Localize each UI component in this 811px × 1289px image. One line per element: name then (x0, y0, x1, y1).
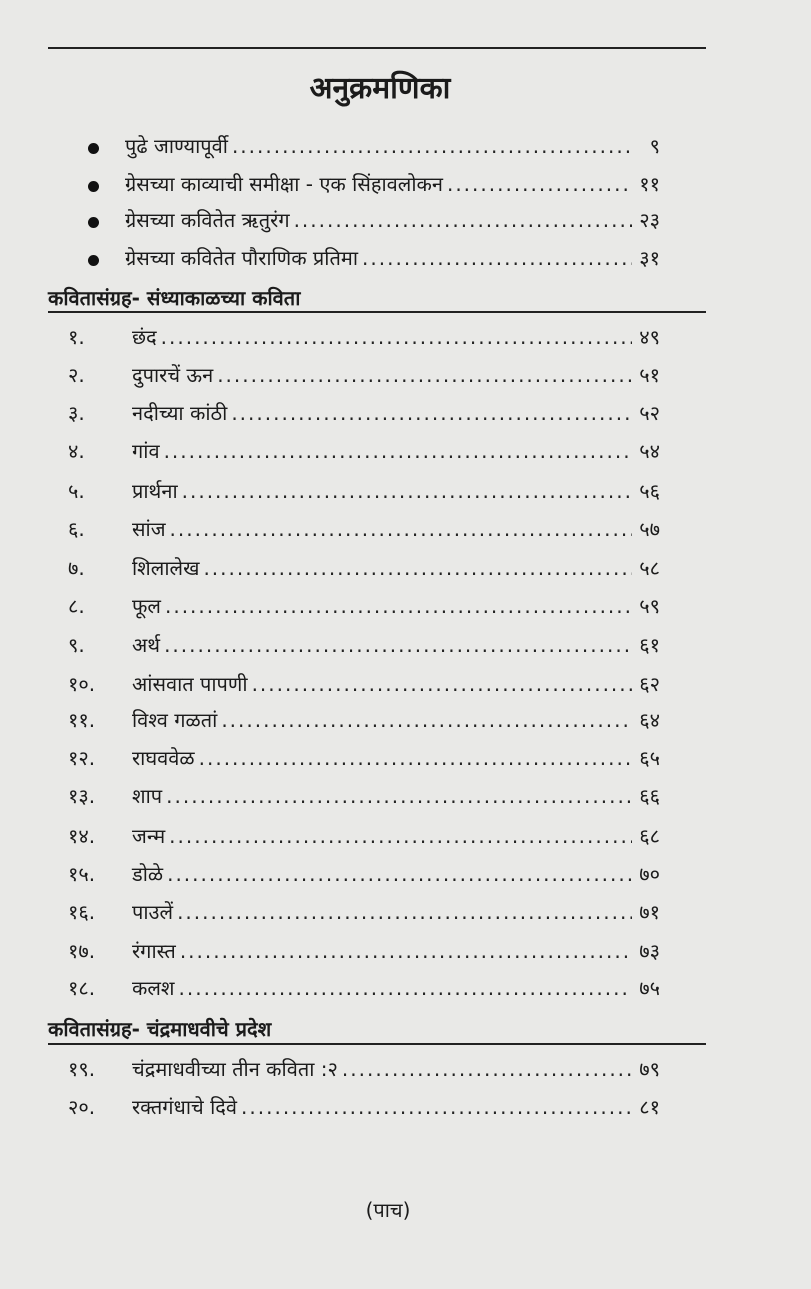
toc-row (68, 437, 660, 469)
toc-row-number: ३. (68, 401, 85, 425)
toc-row-number: १९. (68, 1057, 96, 1081)
toc-row-number: १५. (68, 862, 96, 886)
leader-dots (164, 633, 632, 657)
leader-dots (177, 900, 632, 924)
page-footer: (पाच) (365, 1198, 411, 1222)
leader-dots (179, 976, 632, 1000)
toc-row-title: जन्म (132, 824, 166, 848)
toc-row-number: १. (68, 325, 85, 349)
bullet-icon (88, 181, 99, 192)
toc-row-page: ६४ (639, 708, 660, 732)
toc-row-page: ५१ (639, 363, 660, 387)
toc-row-number: १४. (68, 824, 96, 848)
toc-row-page: ७५ (639, 976, 660, 1000)
toc-row (68, 670, 660, 702)
toc-row-page: ६६ (639, 784, 660, 808)
toc-row (68, 937, 660, 969)
intro-item (88, 132, 660, 164)
leader-dots (170, 517, 632, 541)
toc-row-title: फूल (132, 594, 161, 618)
toc-row-title: शाप (132, 784, 163, 808)
toc-row-title: प्रार्थना (132, 479, 178, 503)
toc-row (68, 361, 660, 393)
leader-dots (252, 672, 632, 696)
toc-row (68, 1055, 660, 1087)
toc-row-title: दुपारचें ऊन (132, 363, 214, 387)
toc-row-page: ५६ (639, 479, 660, 503)
toc-row-title: गांव (132, 439, 160, 463)
toc-row-page: ७९ (639, 1057, 660, 1081)
toc-row-page: ६२ (639, 672, 660, 696)
toc-row (68, 515, 660, 547)
toc-row-title: नदीच्या कांठी (132, 401, 228, 425)
toc-row (68, 822, 660, 854)
toc-row (68, 592, 660, 624)
toc-row (68, 744, 660, 776)
intro-item (88, 206, 660, 238)
leader-dots (165, 594, 632, 618)
section-rule (48, 311, 706, 313)
intro-item-page: ३१ (639, 246, 660, 270)
leader-dots (180, 939, 632, 963)
toc-row-page: ७१ (639, 900, 660, 924)
top-rule (48, 47, 706, 49)
bullet-icon (88, 217, 99, 228)
leader-dots (241, 1095, 632, 1119)
leader-dots (199, 746, 632, 770)
toc-row-number: २. (68, 363, 85, 387)
bullet-icon (88, 143, 99, 154)
section-rule (48, 1043, 706, 1045)
section-heading: कवितासंग्रह- चंद्रमाधवीचे प्रदेश (48, 1017, 272, 1041)
leader-dots (231, 401, 632, 425)
toc-row-number: ६. (68, 517, 85, 541)
intro-item-label: ग्रेसच्या कवितेत ऋतुरंग (125, 208, 290, 232)
leader-dots (362, 246, 632, 270)
toc-row-title: राघववेळ (132, 746, 195, 770)
leader-dots (182, 479, 632, 503)
toc-row (68, 631, 660, 663)
toc-row-title: सांज (132, 517, 166, 541)
toc-row (68, 898, 660, 930)
toc-row (68, 399, 660, 431)
toc-row-page: ८१ (639, 1095, 660, 1119)
toc-row (68, 477, 660, 509)
toc-row-page: ६८ (639, 824, 660, 848)
section-heading: कवितासंग्रह- संध्याकाळच्या कविता (48, 286, 301, 310)
toc-row-number: १३. (68, 784, 96, 808)
toc-row-title: विश्व गळतां (132, 708, 218, 732)
page-title: अनुक्रमणिका (309, 71, 451, 106)
toc-row (68, 1093, 660, 1125)
toc-row-title: डोळे (132, 862, 164, 886)
toc-row-page: ६१ (639, 633, 660, 657)
intro-item-page: २३ (639, 208, 660, 232)
toc-row-title: पाउलें (132, 900, 174, 924)
toc-row-title: कलश (132, 976, 175, 1000)
toc-row-page: ६५ (639, 746, 660, 770)
toc-row-number: ५. (68, 479, 85, 503)
intro-item-page: ९ (649, 134, 660, 158)
toc-row-title: अर्थ (132, 633, 161, 657)
leader-dots (203, 556, 632, 580)
toc-row-page: ५७ (639, 517, 660, 541)
toc-row-number: ११. (68, 708, 96, 732)
intro-item-label: पुढे जाण्यापूर्वी (125, 134, 228, 158)
toc-row (68, 706, 660, 738)
leader-dots (221, 708, 632, 732)
toc-row-page: ७० (639, 862, 660, 886)
intro-item-label: ग्रेसच्या काव्याची समीक्षा - एक सिंहावलोकन (125, 172, 443, 196)
leader-dots (342, 1057, 632, 1081)
toc-row-page: ५८ (639, 556, 660, 580)
toc-row-title: आंसवात पापणी (132, 672, 248, 696)
leader-dots (167, 862, 632, 886)
toc-row (68, 554, 660, 586)
toc-row-title: रक्तगंधाचे दिवे (132, 1095, 238, 1119)
leader-dots (447, 172, 632, 196)
toc-row-number: ७. (68, 556, 85, 580)
leader-dots (217, 363, 632, 387)
toc-row-number: ८. (68, 594, 85, 618)
intro-item (88, 244, 660, 276)
toc-row (68, 323, 660, 355)
leader-dots (169, 824, 632, 848)
toc-row (68, 782, 660, 814)
leader-dots (164, 439, 632, 463)
toc-row-page: ४९ (639, 325, 660, 349)
toc-row-page: ५२ (639, 401, 660, 425)
toc-row-number: १८. (68, 976, 96, 1000)
toc-row-number: १७. (68, 939, 96, 963)
toc-row-number: १०. (68, 672, 96, 696)
toc-row (68, 974, 660, 1006)
toc-row-title: शिलालेख (132, 556, 200, 580)
toc-row-title: रंगास्त (132, 939, 176, 963)
toc-row-number: २०. (68, 1095, 96, 1119)
toc-row-title: चंद्रमाधवीच्या तीन कविता :२ (132, 1057, 338, 1081)
toc-row-page: ७३ (639, 939, 660, 963)
toc-row-page: ५९ (639, 594, 660, 618)
toc-row-number: ४. (68, 439, 85, 463)
bullet-icon (88, 255, 99, 266)
toc-row-title: छंद (132, 325, 157, 349)
leader-dots (161, 325, 632, 349)
toc-row-number: १६. (68, 900, 96, 924)
intro-item-label: ग्रेसच्या कवितेत पौराणिक प्रतिमा (125, 246, 359, 270)
intro-item-page: ११ (639, 172, 660, 196)
leader-dots (232, 134, 632, 158)
toc-row-page: ५४ (639, 439, 660, 463)
toc-row (68, 860, 660, 892)
leader-dots (166, 784, 632, 808)
leader-dots (294, 208, 632, 232)
toc-row-number: १२. (68, 746, 96, 770)
toc-row-number: ९. (68, 633, 85, 657)
intro-item (88, 170, 660, 202)
